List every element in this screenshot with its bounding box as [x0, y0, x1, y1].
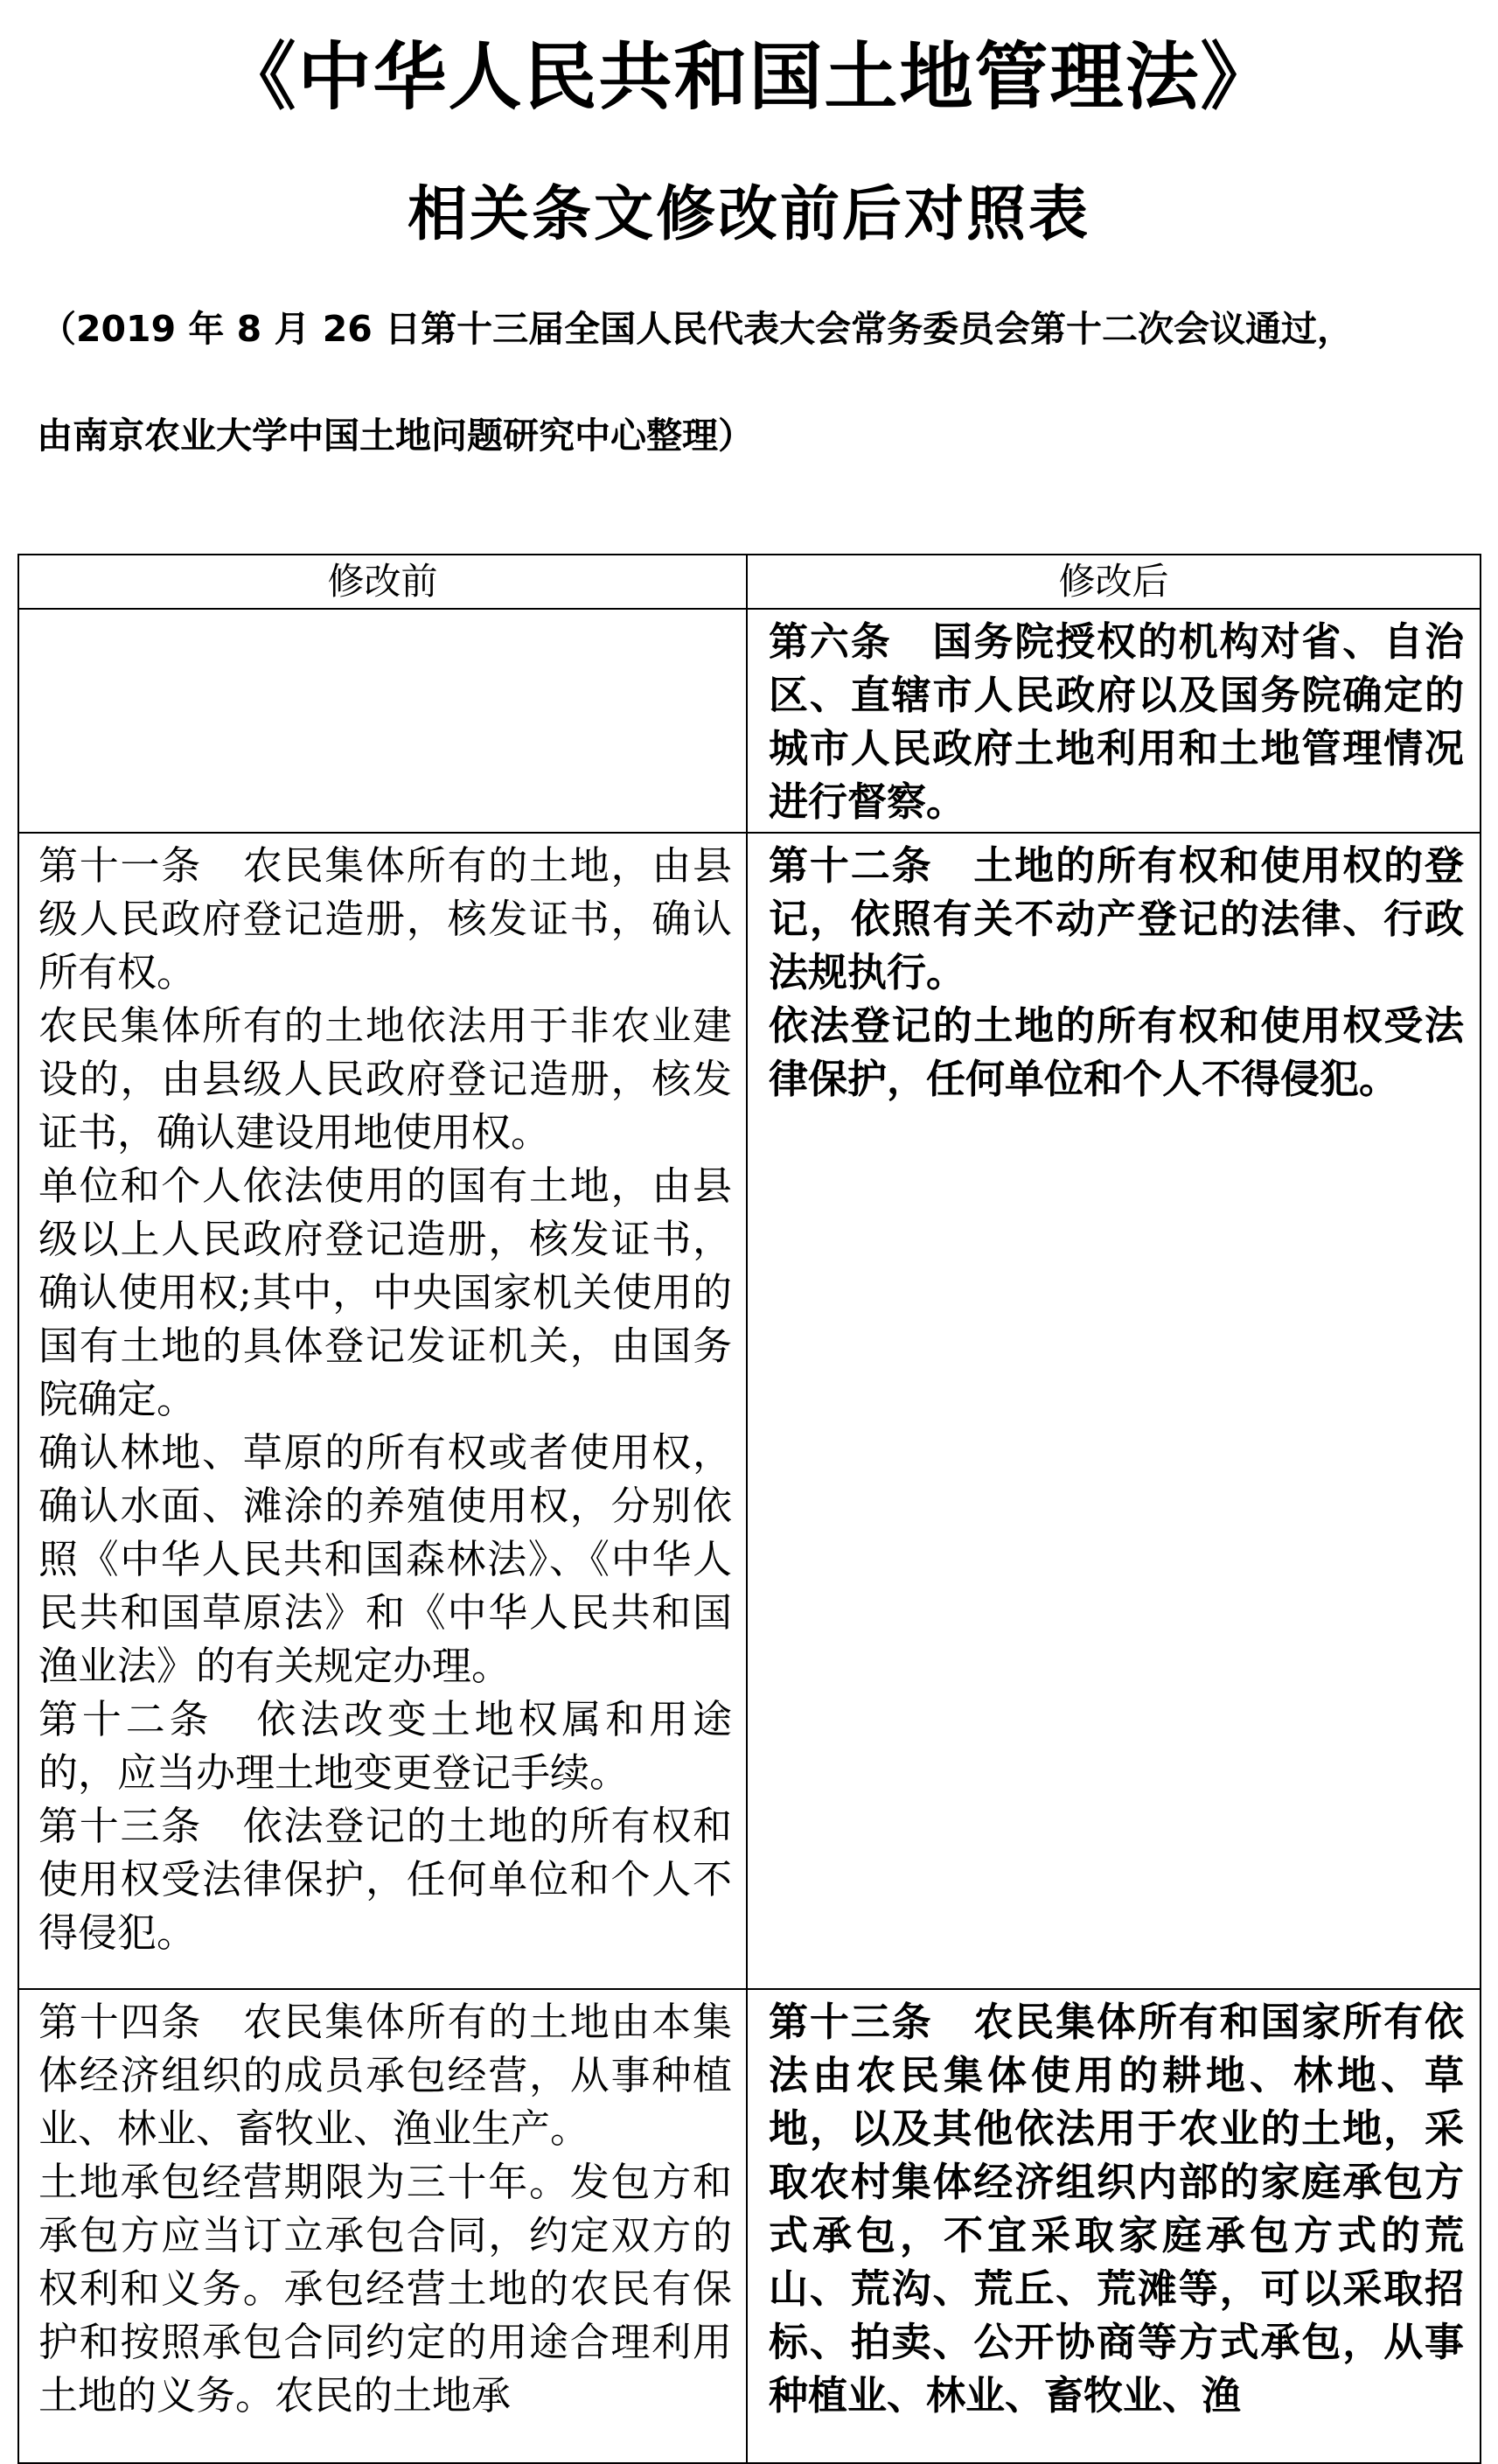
article-text: 依法登记的土地的所有权和使用权受法律保护，任何单位和个人不得侵犯。 [769, 1002, 1464, 1102]
after-cell [747, 1989, 1481, 2463]
article-text: 土地承包经营期限为三十年。发包方和承包方应当订立承包合同，约定双方的权利和义务。承包经营土地的农民有保护和按照承包合同约定的用途合理利用土地的义务。农民的土地承 [38, 2159, 732, 2419]
after-cell [747, 609, 1481, 833]
article-text: 第十三条 依法登记的土地的所有权和使用权受法律保护，任何单位和个人不得侵犯。 [38, 1803, 732, 1956]
article-text: 第十二条 土地的所有权和使用权的登记，依照有关不动产登记的法律、行政法规执行。 [769, 842, 1464, 995]
document-title: 《中华人民共和国土地管理法》 [222, 34, 1276, 120]
comparison-table [17, 554, 1481, 2464]
article-text: 第六条 国务院授权的机构对省、自治区、直辖市人民政府以及国务院确定的城市人民政府土地利用和土地管理情况进行督察。 [769, 618, 1464, 825]
after-cell [747, 833, 1481, 1989]
article-text: 农民集体所有的土地依法用于非农业建设的，由县级人民政府登记造册，核发证书，确认建设用地使用权。 [38, 1002, 732, 1155]
table-row [18, 609, 1481, 833]
adoption-note-line-1: （2019 年 8 月 26 日第十三届全国人民代表大会常务委员会第十二次会议通过， [40, 308, 1354, 350]
table-row [18, 1989, 1481, 2463]
article-text: 第十一条 农民集体所有的土地，由县级人民政府登记造册，核发证书，确认所有权。 [38, 842, 732, 995]
header-after: 修改后 [747, 555, 1481, 609]
article-text: 确认林地、草原的所有权或者使用权，确认水面、滩涂的养殖使用权，分别依照《中华人民共和国森林法》、《中华人民共和国草原法》和《中华人民共和国渔业法》的有关规定办理。 [38, 1429, 732, 1689]
before-cell [18, 1989, 747, 2463]
adoption-note-line-2: 由南京农业大学中国土地问题研究中心整理） [37, 415, 754, 457]
document-subtitle: 相关条文修改前后对照表 [407, 180, 1090, 249]
article-text: 第十二条 依法改变土地权属和用途的，应当办理土地变更登记手续。 [38, 1696, 732, 1796]
before-cell [18, 609, 747, 833]
article-text: 单位和个人依法使用的国有土地，由县级以上人民政府登记造册，核发证书，确认使用权;其中，中央国家机关使用的国有土地的具体登记发证机关，由国务院确定。 [38, 1162, 732, 1422]
header-before: 修改前 [18, 555, 747, 609]
before-cell [18, 833, 747, 1989]
article-text: 第十三条 农民集体所有和国家所有依法由农民集体使用的耕地、林地、草地，以及其他依法用于农业的土地，采取农村集体经济组织内部的家庭承包方式承包，不宜采取家庭承包方式的荒山、荒沟、荒丘、荒滩等，可以采取招标、拍卖、公开协商等方式承包，从事种植业、林业、畜牧业、渔 [769, 1999, 1464, 2419]
article-text: 第十四条 农民集体所有的土地由本集体经济组织的成员承包经营，从事种植业、林业、畜牧业、渔业生产。 [38, 1999, 732, 2152]
table-row [18, 833, 1481, 1989]
